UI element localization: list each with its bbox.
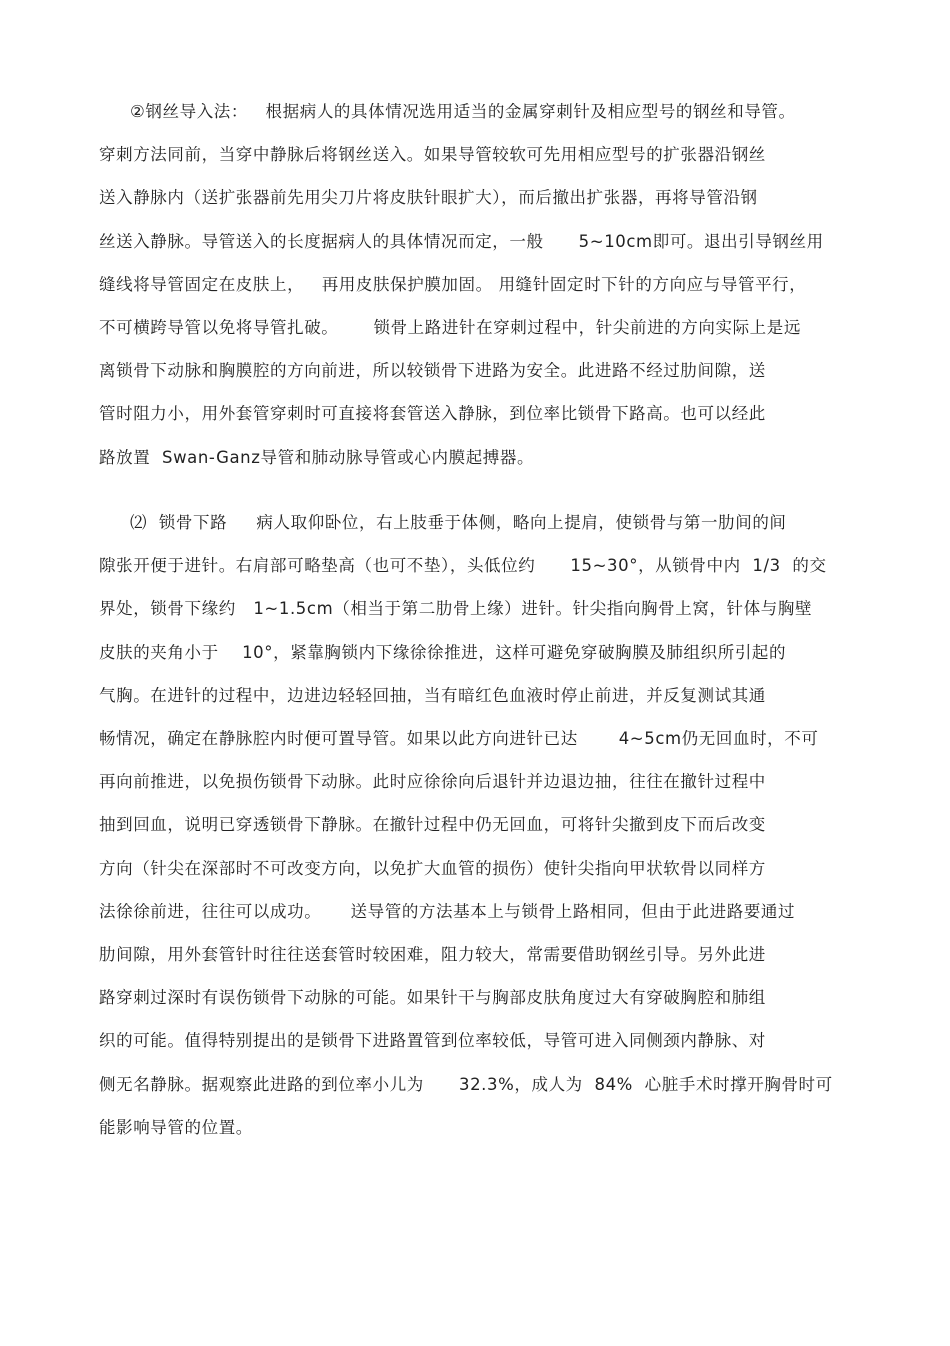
text-line: 织的可能。值得特别提出的是锁骨下进路置管到位率较低，导管可进入同侧颈内静脉、对 [99, 1031, 766, 1051]
text-line: 缝线将导管固定在皮肤上， 再用皮肤保护膜加固。 用缝针固定时下针的方向应与导管平行， [99, 274, 807, 294]
text-line: 路放置 Swan-Ganz导管和肺动脉导管或心内膜起搏器。 [99, 447, 535, 467]
text-line: 隙张开便于进针。右肩部可略垫高（也可不垫），头低位约 15~30°，从锁骨中内 1/3 的交 [99, 556, 827, 576]
text-line: 路穿刺过深时有误伤锁骨下动脉的可能。如果针干与胸部皮肤角度过大有穿破胸腔和肺组 [99, 988, 766, 1008]
text-line: 送入静脉内（送扩张器前先用尖刀片将皮肤针眼扩大），而后撤出扩张器，再将导管沿钢 [99, 188, 758, 208]
text-line: 管时阻力小，用外套管穿刺时可直接将套管送入静脉，到位率比锁骨下路高。也可以经此 [99, 404, 766, 424]
text-line: 皮肤的夹角小于 10°，紧靠胸锁内下缘徐徐推进，这样可避免穿破胸膜及肺组织所引起的 [99, 642, 787, 662]
text-line: 丝送入静脉。导管送入的长度据病人的具体情况而定，一般 5~10cm即可。退出引导钢丝用 [99, 231, 824, 251]
text-line: 不可横跨导管以免将导管扎破。 锁骨上路进针在穿刺过程中，针尖前进的方向实际上是远 [99, 318, 801, 337]
text-line: 能影响导管的位置。 [99, 1117, 253, 1137]
text-line: 界处，锁骨下缘约 1~1.5cm（相当于第二肋骨上缘）进针。针尖指向胸骨上窝，针体与胸壁 [99, 599, 813, 619]
text-line: 法徐徐前进，往往可以成功。 送导管的方法基本上与锁骨上路相同，但由于此进路要通过 [99, 901, 796, 921]
text-line: 气胸。在进针的过程中，边进边轻轻回抽，当有暗红色血液时停止前进，并反复测试其通 [99, 685, 766, 705]
text-line: 再向前推进，以免损伤锁骨下动脉。此时应徐徐向后退针并边退边抽，往往在撤针过程中 [99, 772, 766, 792]
text-line: 抽到回血，说明已穿透锁骨下静脉。在撤针过程中仍无回血，可将针尖撤到皮下而后改变 [99, 815, 766, 835]
text-line: 侧无名静脉。据观察此进路的到位率小儿为 32.3%，成人为 84% 心脏手术时撑开胸骨时可 [99, 1074, 833, 1094]
text-line: 畅情况，确定在静脉腔内时便可置导管。如果以此方向进针已达 4~5cm仍无回血时，不可 [99, 729, 819, 748]
text-line: ⑵ 锁骨下路 病人取仰卧位，右上肢垂于体侧，略向上提肩，使锁骨与第一肋间的间 [130, 513, 787, 532]
text-line: 肋间隙，用外套管针时往往送套管时较困难，阻力较大，常需要借助钢丝引导。另外此进 [99, 945, 766, 964]
text-line: 穿刺方法同前，当穿中静脉后将钢丝送入。如果导管较软可先用相应型号的扩张器沿钢丝 [99, 145, 766, 165]
text-line: ②钢丝导入法： 根据病人的具体情况选用适当的金属穿刺针及相应型号的钢丝和导管。 [130, 102, 796, 121]
text-line: 离锁骨下动脉和胸膜腔的方向前进，所以较锁骨下进路为安全。此进路不经过肋间隙，送 [99, 361, 766, 381]
text-line: 方向（针尖在深部时不可改变方向，以免扩大血管的损伤）使针尖指向甲状软骨以同样方 [99, 858, 766, 878]
